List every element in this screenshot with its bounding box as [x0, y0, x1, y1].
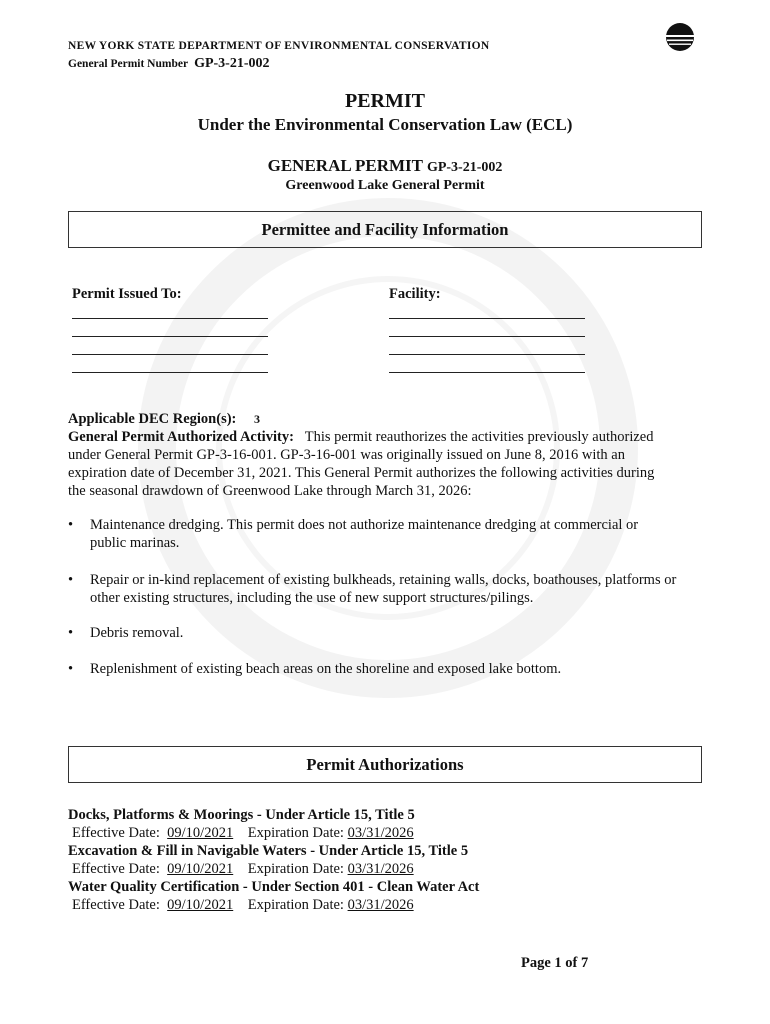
activity-line: the seasonal drawdown of Greenwood Lake through March 31, 2026:: [68, 483, 472, 499]
effective-date: 09/10/2021: [167, 861, 234, 877]
bullet-icon: •: [68, 517, 74, 533]
bullet-line: other existing structures, including the use of new support structures/pilings.: [90, 590, 534, 606]
regions-value: 3: [254, 412, 260, 426]
expiration-date: 03/31/2026: [347, 861, 414, 877]
authorizations-section-heading: Permit Authorizations: [68, 746, 702, 783]
expiration-label: Expiration Date:: [247, 897, 344, 913]
expiration-date: 03/31/2026: [347, 897, 414, 913]
regions-line: [68, 410, 708, 428]
law-subtitle: Under the Environmental Conservation Law (ECL): [197, 115, 573, 134]
bullet-line: Maintenance dredging. This permit does not authorize maintenance dredging at commercial or: [90, 517, 639, 533]
activity-line: This permit reauthorizes the activities previously authorized: [304, 429, 654, 445]
facility-line: [389, 372, 585, 373]
bullet-line: Replenishment of existing beach areas on the shoreline and exposed lake bottom.: [90, 661, 562, 677]
facility-line: [389, 336, 585, 337]
authorization-title: Excavation & Fill in Navigable Waters - Under Article 15, Title 5: [68, 843, 469, 859]
bullet-line: public marinas.: [90, 535, 180, 551]
bullet-line: Repair or in-kind replacement of existing bulkheads, retaining walls, docks, boathouses, platforms or: [90, 572, 677, 588]
department-name: NEW YORK STATE DEPARTMENT OF ENVIRONMENTAL CONSERVATION: [68, 40, 490, 52]
general-permit-number: GP-3-21-002: [426, 160, 503, 175]
page-number: Page 1 of 7: [521, 955, 589, 971]
effective-label: Effective Date:: [72, 861, 160, 877]
issued-to-label: Permit Issued To:: [72, 286, 182, 302]
permit-number-label: General Permit Number: [68, 58, 189, 70]
authorized-activity-paragraph: [68, 428, 708, 500]
bullet-icon: •: [68, 572, 74, 588]
issued-to-line: [72, 318, 268, 319]
facility-line: [389, 318, 585, 319]
expiration-label: Expiration Date:: [247, 825, 344, 841]
general-permit-label: GENERAL PERMIT: [267, 156, 423, 175]
issued-to-line: [72, 336, 268, 337]
permit-name: Greenwood Lake General Permit: [285, 178, 485, 193]
issued-to-line: [72, 372, 268, 373]
regions-label: Applicable DEC Region(s):: [68, 411, 237, 427]
effective-label: Effective Date:: [72, 825, 160, 841]
facility-label: Facility:: [389, 286, 441, 302]
expiration-date: 03/31/2026: [347, 825, 414, 841]
bullet-icon: •: [68, 625, 74, 641]
effective-label: Effective Date:: [72, 897, 160, 913]
authorization-item: [68, 842, 468, 878]
authorization-title: Docks, Platforms & Moorings - Under Article 15, Title 5: [68, 807, 415, 823]
authorization-title: Water Quality Certification - Under Section 401 - Clean Water Act: [68, 879, 480, 895]
authorization-item: [68, 806, 415, 842]
activity-label: General Permit Authorized Activity:: [68, 429, 294, 445]
activity-line: expiration date of December 31, 2021. This General Permit authorizes the following activities during: [68, 465, 655, 481]
permittee-section-heading: Permittee and Facility Information: [68, 211, 702, 248]
bullet-line: Debris removal.: [90, 625, 184, 641]
facility-line: [389, 354, 585, 355]
effective-date: 09/10/2021: [167, 825, 234, 841]
effective-date: 09/10/2021: [167, 897, 234, 913]
expiration-label: Expiration Date:: [247, 861, 344, 877]
dec-logo-icon: [665, 22, 695, 52]
permit-number-line: [68, 56, 270, 72]
issued-to-line: [72, 354, 268, 355]
authorization-item: [68, 878, 479, 914]
permit-title: PERMIT: [345, 90, 425, 112]
permit-number: GP-3-21-002: [194, 56, 270, 71]
bullet-icon: •: [68, 661, 74, 677]
activity-line: under General Permit GP-3-16-001. GP-3-16-001 was originally issued on June 8, 2016 with an: [68, 447, 625, 463]
general-permit-heading: [0, 156, 770, 176]
